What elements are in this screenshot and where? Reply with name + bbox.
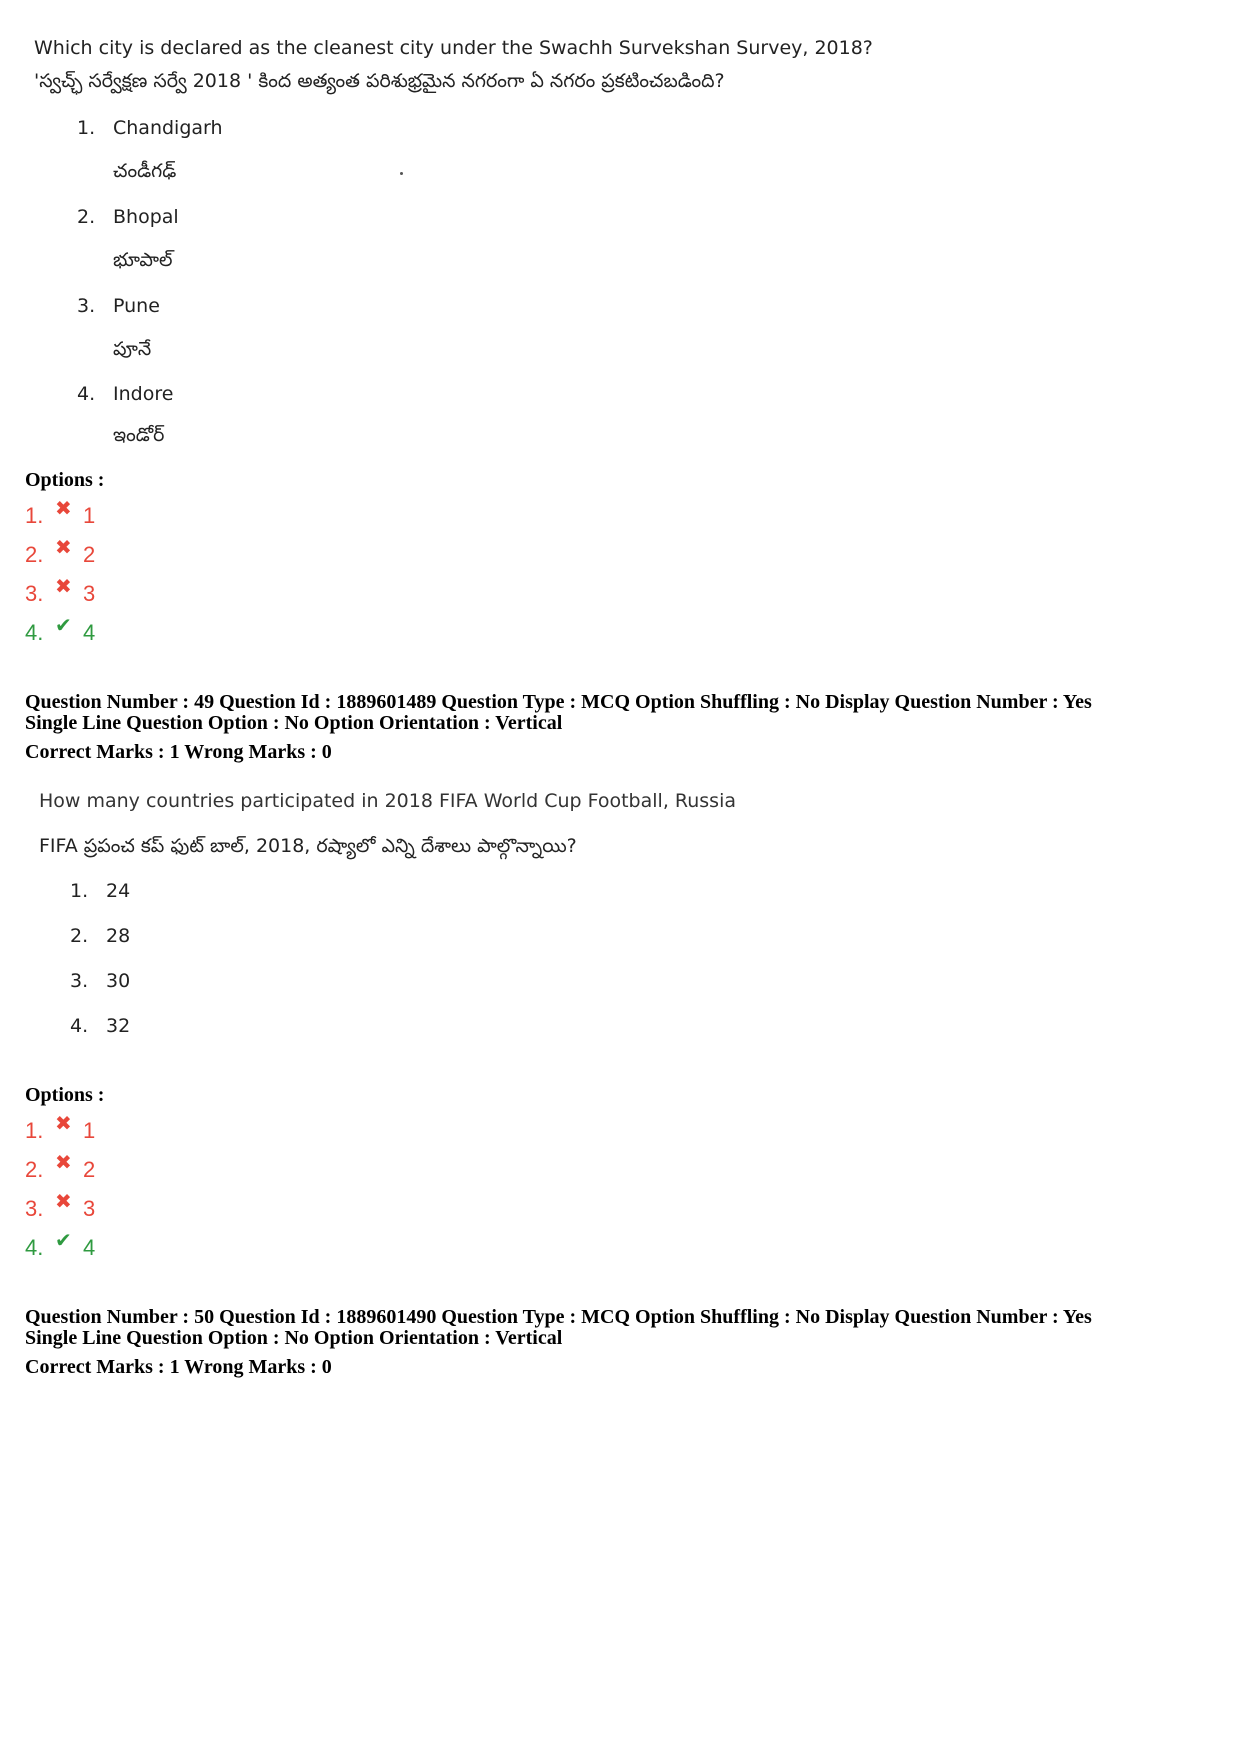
option-value: 4 (83, 1235, 96, 1260)
choice-label: Bhopal (113, 206, 179, 228)
cross-icon: ✖ (55, 537, 72, 559)
choice-2-telugu: భూపాల్ (113, 249, 173, 271)
choice-3-telugu: పూనే (113, 338, 152, 360)
option-number: 1. (25, 1118, 44, 1143)
option-value: 3 (83, 581, 96, 606)
choice-4-english (77, 383, 173, 405)
option-row (25, 498, 96, 529)
option-value: 2 (83, 1157, 96, 1182)
choice-label: Chandigarh (113, 117, 223, 139)
choice-2-english (77, 206, 179, 228)
options-label: Options : (25, 1084, 105, 1106)
option-value: 2 (83, 542, 96, 567)
question-marks: Correct Marks : 1 Wrong Marks : 0 (25, 1356, 332, 1378)
choice-number: 4. (70, 1015, 89, 1037)
question-meta-line1: Question Number : 50 Question Id : 1889601490 Question Type : MCQ Option Shuffling : No Display Question Number : Yes (25, 1306, 1092, 1328)
choice-label: 32 (106, 1015, 131, 1037)
option-row-correct (25, 615, 96, 646)
question-meta-line2: Single Line Question Option : No Option Orientation : Vertical (25, 1327, 563, 1349)
question-meta-line1: Question Number : 49 Question Id : 1889601489 Question Type : MCQ Option Shuffling : No Display Question Number : Yes (25, 691, 1092, 713)
option-number: 3. (25, 581, 44, 606)
option-value: 1 (83, 1118, 96, 1143)
option-row (25, 537, 96, 568)
choice-1-english (77, 117, 223, 139)
choice-2 (70, 925, 130, 947)
checkmark-icon: ✔ (55, 1230, 72, 1252)
choice-number: 4. (77, 383, 96, 405)
choice-3 (70, 970, 130, 992)
choice-label: 30 (106, 970, 131, 992)
choice-number: 3. (77, 295, 96, 317)
option-value: 3 (83, 1196, 96, 1221)
question-48-telugu: 'స్వచ్ఛ్ సర్వేక్షణ సర్వే 2018 ' కింద అత్యంత పరిశుభ్రమైన నగరంగా ఏ నగరం ప్రకటించబడింది? (34, 70, 725, 92)
question-meta-line2: Single Line Question Option : No Option Orientation : Vertical (25, 712, 563, 734)
stray-dot (400, 172, 403, 175)
choice-3-english (77, 295, 160, 317)
option-number: 4. (25, 620, 44, 645)
choice-1 (70, 880, 130, 902)
question-49-telugu: FIFA ప్రపంచ కప్ ఫుట్ బాల్, 2018, రష్యాలో ఎన్ని దేశాలు పాల్గొన్నాయి? (39, 835, 577, 857)
choice-label: Pune (113, 295, 160, 317)
choice-number: 3. (70, 970, 89, 992)
option-number: 4. (25, 1235, 44, 1260)
choice-1-telugu: చండీగఢ్ (113, 160, 177, 182)
question-48-english: Which city is declared as the cleanest city under the Swachh Survekshan Survey, 2018? (34, 37, 873, 59)
choice-label: 24 (106, 880, 131, 902)
option-row (25, 576, 96, 607)
option-row (25, 1152, 96, 1183)
option-number: 3. (25, 1196, 44, 1221)
choice-number: 2. (77, 206, 96, 228)
option-value: 1 (83, 503, 96, 528)
choice-label: 28 (106, 925, 131, 947)
choice-number: 2. (70, 925, 89, 947)
choice-label: Indore (113, 383, 174, 405)
options-label: Options : (25, 469, 105, 491)
option-row-correct (25, 1230, 96, 1261)
choice-4-telugu: ఇండోర్ (113, 424, 165, 446)
option-number: 2. (25, 1157, 44, 1182)
checkmark-icon: ✔ (55, 615, 72, 637)
cross-icon: ✖ (55, 1152, 72, 1174)
cross-icon: ✖ (55, 1191, 72, 1213)
option-row (25, 1113, 96, 1144)
option-number: 2. (25, 542, 44, 567)
cross-icon: ✖ (55, 498, 72, 520)
choice-number: 1. (77, 117, 96, 139)
option-value: 4 (83, 620, 96, 645)
choice-number: 1. (70, 880, 89, 902)
question-marks: Correct Marks : 1 Wrong Marks : 0 (25, 741, 332, 763)
cross-icon: ✖ (55, 1113, 72, 1135)
option-row (25, 1191, 96, 1222)
choice-4 (70, 1015, 130, 1037)
option-number: 1. (25, 503, 44, 528)
question-49-english: How many countries participated in 2018 FIFA World Cup Football, Russia (39, 790, 737, 812)
cross-icon: ✖ (55, 576, 72, 598)
